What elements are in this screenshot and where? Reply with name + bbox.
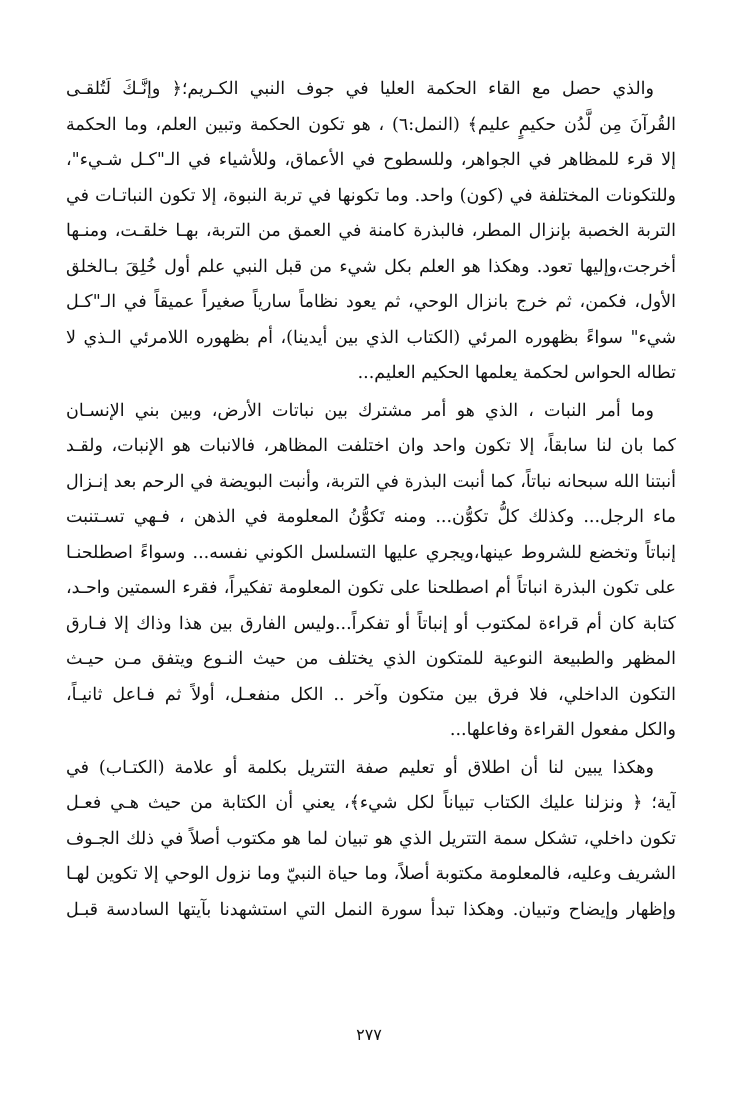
text-line: إلا قرء للمظاهر في الجواهر، وللسطوح في الأعماق، وللأشياء في الـ"كـل شـيء"، <box>66 150 676 170</box>
text-line: شيء" سواءً بظهوره المرئي (الكتاب الذي بين أيدينا)، أم بظهوره اللامرئي الـذي لا <box>66 327 676 348</box>
text-line: الشريف وعليه، فالمعلومة مكتوبة أصلاً، وما حياة النبيّ وما نزول الوحي إلا تكوين لهـا <box>66 864 676 884</box>
text-line: وهكذا يبين لنا أن اطلاق أو تعليم صفة التتريل بكلمة أو علامة (الكتـاب) في <box>66 757 654 778</box>
text-line: كما بان لنا سابقاً، إلا تكون واحد وان اختلفت المظاهر، فالانبات هو الإنبات، ولقـد <box>66 436 676 456</box>
page-body <box>66 72 676 930</box>
text-line: تكون داخلي، تشكل سمة التتريل الذي هو تبيان لما هو مكتوب أصلاً في ذلك الجـوف <box>66 828 676 849</box>
text-line: ماء الرجل... وكذلك كلُّ تكوُّن... ومنه تَكوُّنُ المعلومة في الذهن ، فـهي تسـتنبت <box>66 507 676 527</box>
text-line: تطاله الحواس لحكمة يعلمها الحكيم العليم... <box>357 363 676 383</box>
text-line: كتابة كان أم قراءة لمكتوب أو إنباتاً أو تفكراً...وليس الفارق بين هذا وذاك إلا فـارق <box>66 613 676 634</box>
text-line: التكون الداخلي، فلا فرق بين متكون وآخر .. الكل منفعـل، أولاً ثم فـاعل ثانيـاً، <box>66 684 676 705</box>
text-line: وما أمر النبات ، الذي هو أمر مشترك بين نباتات الأرض، وبين بني الإنسـان <box>66 400 654 421</box>
text-line: والذي حصل مع القاء الحكمة العليا في جوف النبي الكـريم؛﴿ وإنَّـكَ لَتُلقـى <box>66 79 654 99</box>
text-line: أخرجت،وإليها تعود. وهكذا هو العلم بكل شيء من قبل النبي علم أول خُلِقَ بـالخلق <box>66 256 676 277</box>
text-line: الأول، فكمن، ثم خرج بانزال الوحي، ثم يعود نظاماً سارياً صغيراً عميقاً في الـ"كـل <box>66 292 676 312</box>
text-line: التربة الخصبة بإنزال المطر، فالبذرة كامنة في العمق من التربة، بهـا خلقـت، ومنـها <box>66 221 676 241</box>
text-line: إنباتاً وتخضع للشروط عينها،ويجري عليها التسلسل الكوني نفسه... وسواءً اصطلحنـا <box>66 542 676 563</box>
text-line: أنبتنا الله سبحانه نباتاً، كما أنبت البذرة في التربة، وأنبت البويضة في الرحم بعد إنـزال <box>66 471 676 492</box>
text-line: والكل مفعول القراءة وفاعلها... <box>449 720 676 740</box>
paragraph-2 <box>66 394 676 749</box>
page-number: ٢٧٧ <box>356 1025 382 1044</box>
text-line: المظهر والطبيعة النوعية للمتكون الذي يختلف من حيث النـوع ويتفق مـن حيـث <box>66 649 676 669</box>
paragraph-1 <box>66 72 676 392</box>
text-line: القُرآنَ مِن لَّدُن حكيمٍ عليم﴾ (النمل:٦) ، هو تكون الحكمة وتبين العلم، وما الحكمة <box>66 114 676 135</box>
text-line: آية؛ ﴿ ونزلنا عليك الكتاب تبياناً لكل شيء﴾، يعني أن الكتابة من حيث هـي فعـل <box>66 793 676 813</box>
text-line: وإظهار وإيضاح وتبيان. وهكذا تبدأ سورة النمل التي استشهدنا بآيتها السادسة قبـل <box>66 899 676 920</box>
text-line: وللتكونات المختلفة في (كون) واحد. وما تكونها في تربة النبوة، إلا تكون النباتـات في <box>66 185 676 206</box>
text-line: على تكون البذرة انباتاً أم اصطلحنا على تكون المعلومة تفكيراً، فقرء السمتين واحـد، <box>66 578 676 598</box>
paragraph-3 <box>66 751 676 929</box>
